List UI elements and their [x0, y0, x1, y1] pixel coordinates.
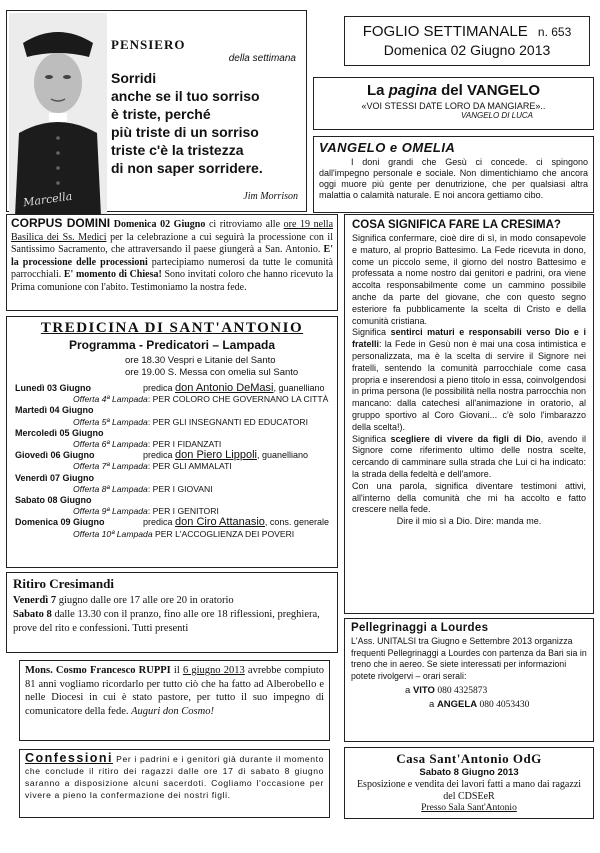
day-line	[15, 428, 331, 439]
pensiero-title: PENSIERO	[111, 37, 186, 52]
p2-pre: Significa	[352, 327, 391, 338]
offer-line	[73, 529, 331, 540]
corpus-text	[11, 217, 333, 294]
offer-label: Offerta 7ª Lampada	[73, 461, 148, 472]
preacher-name: don Antonio DeMasi	[175, 382, 274, 394]
tredicina-subtitle: Programma - Predicatori – Lampada	[68, 338, 276, 352]
p2-text: : la Fede in Gesù non è mai una cosa intimistica e personalizzata, ma è la scelta di servire il Signore nei fratelli, sentendo la comunità parrocchiale come casa propria e inserendosi a pieno titolo in essa, coinvolgendosi in prima persona (le possibilità nella nostra parrocchia non mancano: dalla catechesi all'animazione in oratorio, al gruppo sportivo al Coro Giovani... c'è solo l'imbarazzo della scelta!).	[352, 339, 586, 432]
casa-date: Sabato 8 Giugno 2013	[419, 767, 519, 778]
portrait-signature: Marcella	[22, 189, 74, 210]
preacher-order: , guanelliano	[273, 383, 325, 393]
ritiro-title: Ritiro Cresimandi	[13, 576, 114, 591]
cresima-p4: Con una parola, significa diventare testimoni attivi, all'interno della comunità che mi ha accolto e fatto crescere nella fede.	[352, 480, 586, 515]
ritiro-box	[6, 572, 338, 653]
omelia-title: VANGELO e OMELIA	[319, 140, 456, 155]
tredicina-day	[15, 383, 331, 405]
predica-label: predica	[143, 450, 176, 461]
tredicina-days	[15, 383, 331, 540]
offer-text: : PER GLI AMMALATI	[147, 461, 232, 472]
contact-vito	[405, 684, 593, 698]
cresima-p2	[352, 327, 586, 433]
day-line	[15, 495, 331, 506]
day-line	[15, 383, 331, 394]
title-em: pagina	[388, 82, 437, 99]
tredicina-box	[6, 316, 338, 568]
corpus-time-place: ore 19 nella Basilica dei Ss. Medici	[11, 219, 334, 243]
day-label: Lunedì 03 Giugno	[15, 383, 91, 393]
corpus-t4: Sono invitati coloro che hanno ricevuto la Prima comunione con l'abito. Testimoniamo la nostra fede.	[11, 269, 334, 293]
casa-title: Casa Sant'Antonio OdG	[396, 751, 542, 766]
offer-text: : PER I GIOVANI	[147, 483, 213, 494]
tredicina-day	[15, 517, 331, 539]
ruppi-name: Mons. Cosmo Francesco RUPPI	[25, 665, 171, 676]
casa-text: Esposizione e vendita dei lavori fatti a mano dai ragazzi del CDSEeR	[356, 779, 582, 802]
vangelo-page-title	[314, 82, 593, 99]
offer-line	[73, 394, 331, 405]
preacher-order: , cons. generale	[264, 517, 329, 528]
corpus-t2: per la celebrazione a cui seguirà la processione con il Santissimo Sacramento, che attraversando il paese giungerà a San. Antonio.	[11, 231, 333, 255]
confessioni-text	[25, 752, 324, 801]
schedule-line: ore 18.30 Vespri e Litanie del Santo	[125, 355, 276, 366]
contact-phone: 080 4053430	[477, 700, 530, 710]
p2-bold: sentirci maturi e responsabili verso Dio e i fratelli	[352, 327, 586, 350]
corpus-bold1: E' la processione delle processioni	[11, 244, 333, 268]
lourdes-box	[344, 618, 594, 742]
quote-line: di non saper sorridere.	[111, 160, 263, 176]
casa-box	[344, 747, 594, 819]
offer-text: : PER I FIDANZATI	[147, 439, 222, 450]
pensiero-subtitle: della settimana	[228, 53, 296, 64]
day-label: Venerdì 07 Giugno	[15, 472, 95, 483]
masthead-title: FOGLIO SETTIMANALE	[362, 23, 528, 40]
title-pre: La	[366, 82, 389, 99]
cresima-p5: Dire il mio sì a Dio. Dire: manda me.	[396, 516, 542, 527]
ruppi-date: 6 giugno 2013	[182, 665, 245, 676]
offer-label: Offerta 10ª Lampada	[73, 528, 153, 539]
schedule-line: ore 19.00 S. Messa con omelia sul Santo	[125, 367, 299, 378]
masthead-title-line	[345, 23, 589, 40]
ritiro-l2: dalle 13.30 con il pranzo, fino alle ore 18 riflessioni, preghiera, prove del rito e confessioni. Tutti presenti	[13, 609, 320, 634]
offer-line	[73, 484, 331, 495]
offer-text: : PER COLORO CHE GOVERNANO LA CITTÀ	[147, 394, 329, 405]
confessioni-title: Confessioni	[25, 751, 114, 765]
ritiro-l1-bold: Venerdì 7	[13, 595, 57, 606]
quote-line: Sorridi	[111, 70, 157, 86]
offer-text: PER L'ACCOGLIENZA DEI POVERI	[152, 528, 295, 539]
day-line	[15, 517, 331, 528]
corpus-domini-box	[6, 214, 338, 311]
tredicina-day	[15, 405, 331, 427]
offer-label: Offerta 6ª Lampada	[73, 439, 148, 450]
day-line	[15, 450, 331, 461]
cresima-box	[344, 214, 594, 614]
lourdes-text: L'Ass. UNITALSI tra Giugno e Settembre 2013 organizza frequenti Pellegrinaggi a Lourdes con partenza da Bari sia in treno che in aereo. Se siete interessati per informazioni potete rivolgervi – orari serali:	[351, 636, 587, 681]
offer-label: Offerta 8ª Lampada	[73, 483, 148, 494]
contact-label: a	[405, 685, 413, 696]
masthead-number: n. 653	[537, 25, 572, 39]
casa-place: Presso Sala Sant'Antonio	[421, 803, 517, 813]
pensiero-quote	[111, 69, 263, 177]
offer-line	[73, 417, 331, 428]
day-label: Martedì 04 Giugno	[15, 405, 94, 416]
ruppi-text	[25, 664, 324, 718]
vangelo-page-box	[313, 77, 594, 130]
contact-phone: 080 4325873	[434, 686, 488, 696]
confessioni-body: Per i padrini e i genitori già durante il momento che conclude il ritiro dei ragazzi dalle ore 17 di sabato 8 giugno saranno a disposizione alcuni sacerdoti. Cogliamo l'occasione per vivere a pieno la confermazione dei nostri figli.	[25, 754, 324, 800]
pensiero-box	[6, 10, 307, 212]
preacher-order: , guanelliano	[256, 450, 309, 461]
preacher-name: don Ciro Attanasio	[175, 516, 265, 529]
quote-line: è triste, perché	[111, 106, 211, 122]
cresima-body	[352, 233, 586, 528]
day-label: Giovedì 06 Giugno	[15, 450, 95, 461]
corpus-date: Domenica 02 Giugno	[113, 219, 206, 230]
day-label: Domenica 09 Giugno	[15, 517, 105, 528]
lourdes-contacts	[405, 684, 593, 712]
corpus-t1: ci ritroviamo alle	[205, 219, 284, 230]
confessioni-box	[19, 749, 330, 818]
lourdes-title: Pellegrinaggi a Lourdes	[351, 622, 489, 634]
offer-label: Offerta 4ª Lampada	[73, 394, 148, 405]
corpus-t3: partecipiamo numerosi da tutte le comunità parrocchiali.	[11, 256, 333, 280]
vangelo-source: VANGELO DI LUCA	[460, 111, 533, 120]
p3-bold: scegliere di vivere da figli di Dio	[390, 433, 541, 444]
preacher-name: don Piero Lippoli	[175, 449, 257, 462]
contact-angela	[429, 698, 593, 712]
day-label: Mercoledì 05 Giugno	[15, 427, 104, 438]
day-line	[15, 473, 331, 484]
tredicina-day	[15, 450, 331, 472]
contact-name: ANGELA	[436, 699, 478, 710]
day-line	[15, 405, 331, 416]
portrait-photo	[9, 13, 107, 216]
cresima-p1: Significa confermare, cioè dire di sì, in modo consapevole e maturo, al proprio Battesimo. La Fede ricevuta in dono, come un piccolo seme, il giorno del nostro Battesimo e professata a nome nostro dai genitori e padrini, ora viene accolta responsabilmente come un cammino possibile anche da parte del giovane, che con questo segno esteriore fa pubblicamente la scelta di Cristo e della comunità cristiana.	[352, 233, 586, 326]
corpus-title: CORPUS DOMINI	[11, 216, 111, 230]
priest-portrait-image	[9, 13, 107, 216]
offer-text: : PER GLI INSEGNANTI ED EDUCATORI	[147, 416, 308, 427]
offer-line	[73, 461, 331, 472]
tredicina-day	[15, 428, 331, 450]
quote-line: anche se il tuo sorriso	[111, 88, 260, 104]
ruppi-t1: il	[170, 665, 183, 676]
day-label: Sabato 08 Giugno	[15, 495, 92, 506]
omelia-text: I doni grandi che Gesù ci concede. ci spingono dall'impegno personale e sociale. Non dimentichiamo che ancora oggi muore più gente per denutrizione, che per qualsiasi altra malattia o calamità naturale. E noi ancora gettiamo cibo.	[319, 157, 588, 200]
ritiro-l1: giugno dalle ore 17 alle ore 20 in oratorio	[56, 595, 234, 606]
vangelo-quote: «VOI STESSI DATE LORO DA MANGIARE»..	[361, 101, 546, 111]
contact-label: a	[429, 699, 437, 710]
corpus-bold2: E' momento di Chiesa!	[63, 269, 162, 280]
p3-text: , avendo il Signore come riferimento ultimo delle nostra scelte, cercando di camminare sulla strada che Lui ci ha indicato: la strada della fedeltà e dell'amore.	[352, 433, 586, 479]
cresima-title: COSA SIGNIFICA FARE LA CRESIMA?	[352, 219, 561, 231]
ruppi-box	[19, 660, 330, 741]
ritiro-text	[13, 594, 331, 636]
ruppi-t2: avrebbe compiuto 81 anni vogliamo ricordarlo per tutto ciò che ha fatto ad Alberobello e nelle Diocesi in cui è stato pastore, per tutto il suo impegno di comunicatore della fede.	[25, 665, 325, 717]
ruppi-wish: Auguri don Cosmo!	[131, 705, 214, 717]
pensiero-author: Jim Morrison	[243, 191, 298, 202]
quote-line: triste c'è la tristezza	[111, 142, 244, 158]
masthead-box	[344, 16, 590, 66]
contact-name: VITO	[412, 685, 435, 696]
offer-label: Offerta 5ª Lampada	[73, 416, 148, 427]
predica-label: predica	[143, 517, 176, 528]
p3-pre: Significa	[352, 433, 391, 444]
cresima-p3	[352, 434, 586, 481]
offer-text: : PER I GENITORI	[147, 506, 219, 517]
predica-label: predica	[143, 383, 176, 393]
tredicina-schedule	[125, 355, 337, 379]
tredicina-day	[15, 495, 331, 517]
masthead-date: Domenica 02 Giugno 2013	[383, 42, 551, 58]
offer-label: Offerta 9ª Lampada	[73, 506, 148, 517]
title-post: del VANGELO	[436, 82, 541, 99]
tredicina-day	[15, 473, 331, 495]
quote-line: più triste di un sorriso	[111, 124, 259, 140]
tredicina-title: TREDICINA DI SANT'ANTONIO	[40, 320, 304, 336]
omelia-box	[313, 136, 594, 213]
ritiro-l2-bold: Sabato 8	[13, 609, 52, 620]
